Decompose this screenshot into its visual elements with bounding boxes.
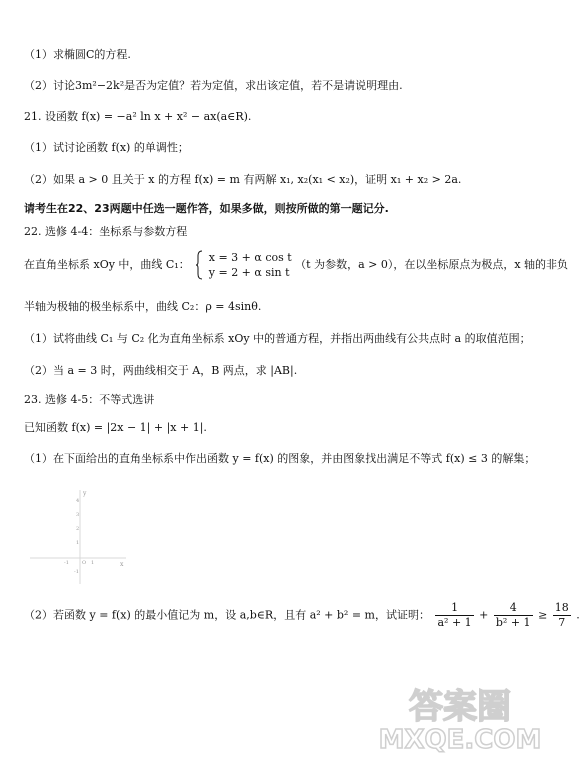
y-tick-neg1: -1 — [74, 569, 79, 575]
q20-part1: （1）求椭圆C的方程. — [24, 48, 131, 61]
param-system — [209, 250, 292, 280]
q22-part2: （2）当 a = 3 时，两曲线相交于 A，B 两点，求 |AB|. — [24, 364, 298, 377]
fraction-1-numerator: 1 — [435, 601, 473, 616]
q22-stem-c: 半轴为极轴的极坐标系中，曲线 C₂：ρ = 4sinθ. — [24, 300, 262, 313]
fraction-3-denominator: 7 — [558, 616, 566, 629]
q22-title: 22. 选修 4-4：坐标系与参数方程 — [24, 225, 188, 238]
q21-stem: 21. 设函数 f(x) = −a² ln x + x² − ax(a∈R). — [24, 110, 252, 123]
fraction-2 — [494, 601, 533, 630]
fraction-1-denominator: a² + 1 — [437, 616, 472, 629]
fraction-2-numerator: 4 — [494, 601, 533, 616]
y-tick-2: 2 — [76, 526, 80, 532]
watermark-logo — [370, 682, 550, 755]
q23-part1: （1）在下面给出的直角坐标系中作出函数 y = f(x) 的图象，并由图象找出满足不等式 f(x) ≤ 3 的解集； — [24, 452, 536, 465]
q22-stem-a: 在直角坐标系 xOy 中，曲线 C₁： — [24, 258, 190, 271]
origin-label: O — [82, 560, 87, 566]
q23-part2-text: （2）若函数 y = f(x) 的最小值记为 m，设 a,b∈R，且有 a² + b² = m，试证明： — [24, 608, 430, 622]
coordinate-graph — [28, 486, 128, 586]
y-tick-1: 1 — [76, 540, 80, 546]
q22-stem — [24, 250, 568, 280]
q23-part2 — [24, 601, 580, 630]
x-axis-label: x — [120, 561, 124, 568]
y-tick-3: 3 — [76, 512, 80, 518]
y-axis-label: y — [83, 490, 87, 497]
watermark-bottom: MXQE.COM — [378, 725, 542, 755]
plus-sign: + — [479, 608, 489, 622]
brace-icon — [195, 250, 203, 280]
param-eq-x: x = 3 + α cos t — [208, 251, 292, 264]
x-tick-neg1: -1 — [64, 560, 69, 566]
watermark-top: 答案圈 — [409, 687, 511, 727]
q22-part1: （1）试将曲线 C₁ 与 C₂ 化为直角坐标系 xOy 中的普通方程，并指出两曲线有公共点时 a 的取值范围； — [24, 332, 531, 345]
q22-stem-b: （t 为参数，a > 0），在以坐标原点为极点，x 轴的非负 — [295, 258, 569, 271]
fraction-3 — [553, 601, 571, 630]
q23-title: 23. 选修 4-5：不等式选讲 — [24, 393, 155, 406]
q20-part2: （2）讨论3m²−2k²是否为定值？若为定值，求出该定值，若不是请说明理由. — [24, 79, 403, 92]
geq-sign: ≥ — [538, 608, 548, 622]
fraction-2-denominator: b² + 1 — [495, 616, 531, 629]
period: . — [576, 608, 580, 622]
fraction-3-numerator: 18 — [554, 601, 569, 614]
q21-part1: （1）试讨论函数 f(x) 的单调性； — [24, 141, 189, 154]
param-eq-y: y = 2 + α sin t — [208, 266, 290, 279]
notice-text: 请考生在22、23两题中任选一题作答，如果多做，则按所做的第一题记分. — [24, 202, 389, 215]
x-tick-1: 1 — [91, 560, 95, 566]
fraction-1 — [435, 601, 473, 630]
q21-part2: （2）如果 a > 0 且关于 x 的方程 f(x) = m 有两解 x₁, x₂(x₁ < x₂)，证明 x₁ + x₂ > 2a. — [24, 173, 462, 186]
y-tick-4: 4 — [76, 498, 80, 504]
q23-stem: 已知函数 f(x) = |2x − 1| + |x + 1|. — [24, 421, 207, 434]
